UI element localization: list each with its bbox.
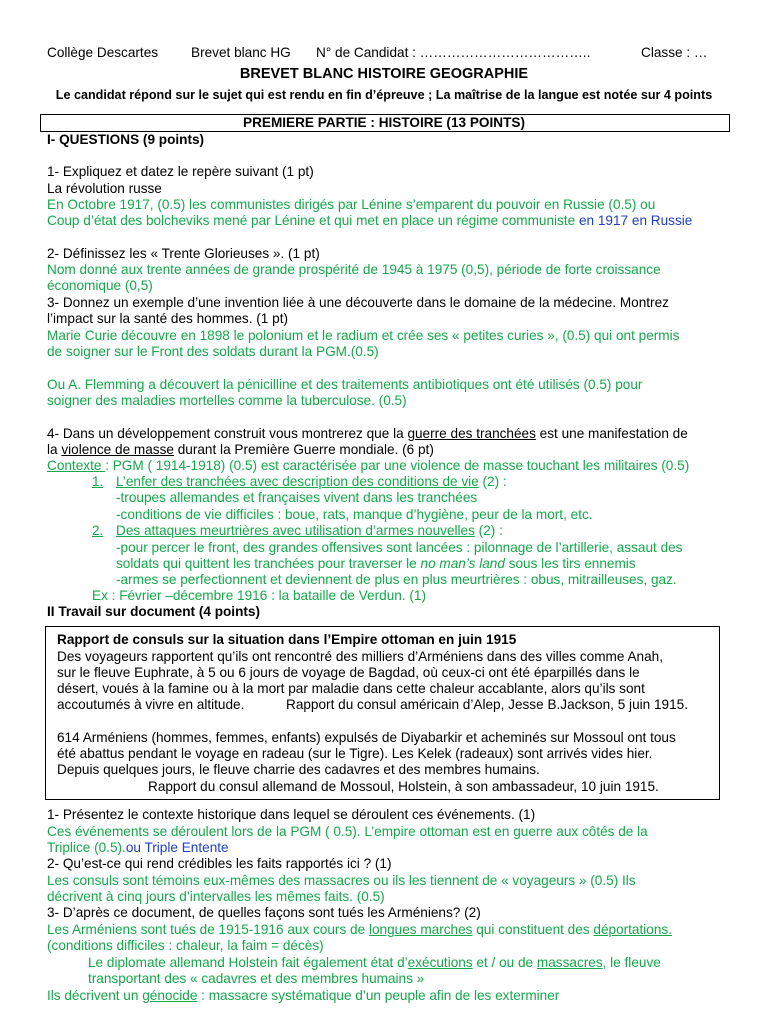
q1-answer-line1: En Octobre 1917, (0.5) les communistes dirigés par Lénine s’emparent du pouvoir en Russie (0.5) ou [47, 197, 656, 212]
q4-p2-line3: -armes se perfectionnent et deviennent de plus en plus meurtrières : obus, mitrailleuses, gaz. [116, 572, 677, 587]
q4-example: Ex : Février –décembre 1916 : la bataille de Verdun. (1) [92, 588, 426, 603]
q4-p2-line2-b: sous les tirs ennemis [504, 556, 636, 571]
doc-q2-answer-line1: Les consuls sont témoins eux-mêmes des massacres ou ils les tiennent de « voyageurs » (0.5) Ils [47, 873, 636, 888]
q4-p1-title [116, 474, 507, 490]
doc-q3-u5: génocide [142, 988, 198, 1003]
q4-p2-line2 [116, 556, 636, 572]
document-p1-line2: sur le fleuve Euphrate, à 5 ou 6 jours de voyage de Bagdad, où ceux-ci ont été éparpillés dans le [57, 665, 640, 680]
document-p2-source: Rapport du consul allemand de Mossoul, Holstein, à son ambassadeur, 10 juin 1915. [148, 779, 659, 794]
doc-q1-answer-line2 [47, 840, 229, 856]
q4-q1-a: 4- Dans un développement construit vous montrerez que la [47, 426, 408, 441]
document-p2-line3: Depuis quelques jours, le fleuve charrie des cadavres et des membres humains. [57, 762, 540, 777]
q4-p1-number: 1. [92, 474, 104, 489]
doc-q3-answer-line4: transportant des « cadavres et des membres humains » [88, 971, 425, 986]
q4-p2-title-text: Des attaques meurtrières avec utilisation d’armes nouvelles [116, 523, 475, 538]
q4-question-line1 [47, 426, 688, 442]
q4-q2-a: la [47, 442, 62, 457]
doc-q3-u4: massacres [536, 955, 603, 970]
q2-answer-line1: Nom donné aux trente années de grande prospérité de 1945 à 1975 (0,5), période de forte croissance [47, 262, 661, 277]
doc-q1: 1- Présentez le contexte historique dans lequel se déroulent ces événements. (1) [47, 807, 536, 822]
q4-p1-title-text: L’enfer des tranchées avec description des conditions de vie [116, 474, 479, 489]
doc-q2: 2- Qu’est-ce qui rend crédibles les faits rapportés ici ? (1) [47, 856, 392, 871]
doc-q3-b1: qui constituent des [472, 922, 594, 937]
document-p1-line1: Des voyageurs rapportent qu’ils ont rencontré des milliers d’Arméniens dans des villes comme Anah, [57, 649, 663, 664]
doc-q3-u3: exécutions [407, 955, 473, 970]
q4-context [47, 458, 689, 474]
doc-q3-u2: déportations. [593, 922, 672, 937]
document-p2-line2: été abattus pendant le voyage en radeau (sur le Tigre). Les Kelek (radeaux) sont arrivés vides hier. [57, 746, 653, 761]
q3-answer-line1: Marie Curie découvre en 1898 le polonium et le radium et crée ses « petites curies », (0.5) qui ont permis [47, 328, 680, 343]
doc-q3-c3: , le fleuve [602, 955, 661, 970]
class-field: Classe : … [641, 45, 708, 60]
q4-p2-line2-i: no man’s land [420, 556, 505, 571]
q1-question: 1- Expliquez et datez le repère suivant (1 pt) [47, 164, 314, 179]
q4-p2-number: 2. [92, 523, 104, 538]
q4-p2-title [116, 523, 503, 539]
q4-q1-b: est une manifestation de [535, 426, 688, 441]
document-p1-line4: accoutumés à vivre en altitude. [57, 697, 245, 712]
doc-q3-a5: Ils décrivent un [47, 988, 143, 1003]
section1-title: I- QUESTIONS (9 points) [47, 132, 205, 147]
q4-q1-u: guerre des tranchées [407, 426, 536, 441]
q4-context-text: : PGM ( 1914-1918) (0.5) est caractérisée par une violence de masse touchant les militaires (0.5) [105, 458, 690, 473]
q1-answer-line2-a: Coup d’état des bolcheviks mené par Lénine et qui met en place un régime communiste [47, 213, 579, 228]
q1-answer-line2-b: en Russie [628, 213, 693, 228]
doc-q2-answer-line2: décrivent à cinq jours d’intervalles les mêmes faits. (0.5) [47, 889, 385, 904]
doc-q3-b3: et / ou de [472, 955, 537, 970]
section2-title: II Travail sur document (4 points) [47, 604, 261, 619]
q1-answer-line2 [47, 213, 692, 229]
document-p1-line3: désert, voués à la famine ou à la mort par maladie dans cette chaleur accablante, alors qu’ils sont [57, 681, 645, 696]
document-p1-source: Rapport du consul américain d’Alep, Jesse B.Jackson, 5 juin 1915. [286, 697, 688, 712]
q1-answer-line2-date: en 1917 [578, 213, 629, 228]
q3-question-line2: l’impact sur la santé des hommes. (1 pt) [47, 311, 289, 326]
q4-q2-b: durant la Première Guerre mondiale. (6 pt) [173, 442, 434, 457]
q4-question-line2 [47, 442, 434, 458]
q4-p1-points: (2) : [478, 474, 507, 489]
q2-answer-line2: économique (0,5) [47, 278, 153, 293]
q4-p1-line2: -conditions de vie difficiles : boue, rats, manque d’hygiène, peur de la mort, etc. [116, 507, 593, 522]
document-title: Rapport de consuls sur la situation dans l’Empire ottoman en juin 1915 [57, 632, 517, 647]
q2-question: 2- Définissez les « Trente Glorieuses ». (1 pt) [47, 246, 320, 261]
q3-answer-line3: Ou A. Flemming a découvert la pénicilline et des traitements antibiotiques ont été utilisés (0.5) pour [47, 377, 643, 392]
doc-q1-answer-line2-a: Triplice (0.5). [47, 840, 126, 855]
doc-q1-answer-line2-b: ou Triple Entente [125, 840, 229, 855]
q1-subject: La révolution russe [47, 181, 162, 196]
doc-q3-a1: Les Arméniens sont tués de 1915-1916 aux cours de [47, 922, 369, 937]
exam-instructions: Le candidat répond sur le sujet qui est rendu en fin d’épreuve ; La maîtrise de la langue est notée sur 4 points [55, 88, 713, 102]
doc-q3-u1: longues marches [368, 922, 473, 937]
q4-p2-line1: -pour percer le front, des grandes offensives sont lancées : pilonnage de l’artillerie, assaut des [116, 540, 683, 555]
doc-q3-a3: Le diplomate allemand Holstein fait également état d’ [88, 955, 408, 970]
document-p2-line1: 614 Arméniens (hommes, femmes, enfants) expulsés de Diyabarkir et acheminés sur Mossoul ont tous [57, 730, 676, 745]
doc-q3-answer-line5 [47, 988, 559, 1004]
candidate-number: N° de Candidat : ……………………………….. [316, 45, 591, 60]
q4-context-label: Contexte [47, 458, 106, 473]
q3-answer-line2: de soigner sur le Front des soldats durant la PGM.(0.5) [47, 344, 379, 359]
q4-p2-line2-a: soldats qui quittent les tranchées pour traverser le [116, 556, 421, 571]
school-name: Collège Descartes [47, 45, 159, 60]
exam-title: BREVET BLANC HISTOIRE GEOGRAPHIE [239, 66, 529, 82]
doc-q3-answer-line2: (conditions difficiles : chaleur, la faim = décès) [47, 938, 324, 953]
q3-answer-line4: soigner des maladies mortelles comme la tuberculose. (0.5) [47, 393, 407, 408]
doc-q3-answer-line1 [47, 922, 672, 938]
doc-q3: 3- D’après ce document, de quelles façons sont tués les Arméniens? (2) [47, 905, 481, 920]
q4-p1-line1: -troupes allemandes et françaises vivent dans les tranchées [116, 490, 478, 505]
q4-p2-points: (2) : [474, 523, 503, 538]
doc-q3-b5: : massacre systématique d’un peuple afin de les exterminer [197, 988, 560, 1003]
doc-q3-answer-line3 [88, 955, 661, 971]
q4-q2-u: violence de masse [61, 442, 174, 457]
exam-name: Brevet blanc HG [191, 45, 291, 60]
part1-title: PREMIERE PARTIE : HISTOIRE (13 POINTS) [243, 115, 525, 130]
doc-q1-answer-line1: Ces événements se déroulent lors de la PGM ( 0.5). L’empire ottoman est en guerre aux côtés de la [47, 824, 648, 839]
q3-question-line1: 3- Donnez un exemple d’une invention liée à une découverte dans le domaine de la médecine. Montrez [47, 295, 669, 310]
